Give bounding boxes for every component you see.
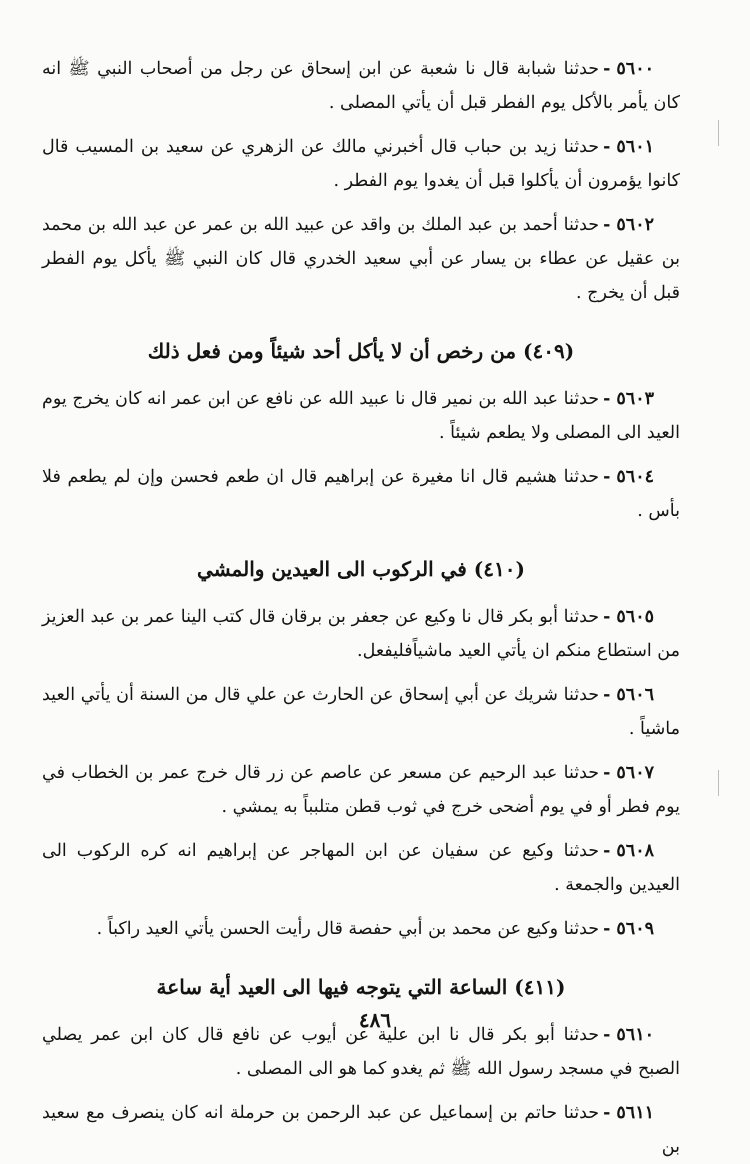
hadith-text: حدثنا أبو بكر قال نا ابن علية عن أيوب عن نافع قال كان ابن عمر يصلي الصبح في مسجد رسول الله ﷺ ثم يغدو كما هو الى المصلى . xyxy=(42,1025,680,1079)
hadith-number: ٥٦٠١ xyxy=(616,137,654,157)
hadith-entry: ٥٦٠٧-حدثنا عبد الرحيم عن مسعر عن عاصم عن زر قال خرج عمر بن الخطاب في يوم فطر أو في يوم أضحى خرج في ثوب قطن متلبباً به يمشي . xyxy=(42,763,680,817)
hadith-number: ٥٦٠٨ xyxy=(616,841,654,861)
hadith-entry: ٥٦٠٠-حدثنا شبابة قال نا شعبة عن ابن إسحاق عن رجل من أصحاب النبي ﷺ انه كان يأمر بالأكل يوم الفطر قبل أن يأتي المصلى . xyxy=(42,59,680,113)
chapter-heading-411: (٤١١) الساعة التي يتوجه فيها الى العيد أية ساعة xyxy=(156,975,566,999)
hadith-number: ٥٦٠٢ xyxy=(616,215,654,235)
chapter-heading-409: (٤٠٩) من رخص أن لا يأكل أحد شيئاً ومن فعل ذلك xyxy=(147,339,575,363)
hadith-text: حدثنا زيد بن حباب قال أخبرني مالك عن الزهري عن سعيد بن المسيب قال كانوا يؤمرون أن يأكلوا قبل أن يغدوا يوم الفطر . xyxy=(42,137,680,191)
hadith-entry: ٥٦٠٣-حدثنا عبد الله بن نمير قال نا عبيد الله عن نافع عن ابن عمر انه كان يخرج يوم العيد الى المصلى ولا يطعم شيئاً . xyxy=(42,389,680,443)
section-entries-c xyxy=(42,600,680,946)
hadith-number: ٥٦٠٠ xyxy=(616,59,654,79)
hadith-number: ٥٦٠٤ xyxy=(616,467,654,487)
page-number: ٤٨٦ xyxy=(358,1008,392,1032)
hadith-text: حدثنا وكيع عن سفيان عن ابن المهاجر عن إبراهيم انه كره الركوب الى العيدين والجمعة . xyxy=(42,841,680,895)
hadith-entry: ٥٦٠٥-حدثنا أبو بكر قال نا وكيع عن جعفر بن برقان قال كتب الينا عمر بن عبد العزيز من استطاع منكم ان يأتي العيد ماشياًفليفعل. xyxy=(42,607,680,661)
hadith-number: ٥٦٠٧ xyxy=(616,763,654,783)
hadith-entry: ٥٦٠٢-حدثنا أحمد بن عبد الملك بن واقد عن عبيد الله بن عمر عن عبد الله بن محمد بن عقيل عن عطاء بن يسار عن أبي سعيد الخدري قال كان النبي ﷺ يأكل يوم الفطر قبل أن يخرج . xyxy=(42,215,680,303)
hadith-entry: ٥٦٠٤-حدثنا هشيم قال انا مغيرة عن إبراهيم قال ان طعم فحسن وإن لم يطعم فلا بأس . xyxy=(42,467,680,521)
hadith-text: حدثنا شريك عن أبي إسحاق عن الحارث عن علي قال من السنة أن يأتي العيد ماشياً . xyxy=(42,685,680,739)
margin-mark xyxy=(718,120,719,146)
section-entries-b xyxy=(42,382,680,528)
hadith-entry: ٥٦١١-حدثنا حاتم بن إسماعيل عن عبد الرحمن بن حرملة انه كان ينصرف مع سعيد بن xyxy=(42,1103,680,1157)
hadith-text: حدثنا شبابة قال نا شعبة عن ابن إسحاق عن رجل من أصحاب النبي ﷺ انه كان يأمر بالأكل يوم الفطر قبل أن يأتي المصلى . xyxy=(42,59,680,113)
hadith-entry: ٥٦٠٦-حدثنا شريك عن أبي إسحاق عن الحارث عن علي قال من السنة أن يأتي العيد ماشياً . xyxy=(42,685,680,739)
hadith-text: حدثنا عبد الله بن نمير قال نا عبيد الله عن نافع عن ابن عمر انه كان يخرج يوم العيد الى المصلى ولا يطعم شيئاً . xyxy=(42,389,680,443)
hadith-text: حدثنا وكيع عن محمد بن أبي حفصة قال رأيت الحسن يأتي العيد راكباً . xyxy=(96,919,600,939)
hadith-text: حدثنا عبد الرحيم عن مسعر عن عاصم عن زر قال خرج عمر بن الخطاب في يوم فطر أو في يوم أضحى خرج في ثوب قطن متلبباً به يمشي . xyxy=(42,763,680,817)
hadith-entry: ٥٦١٠-حدثنا أبو بكر قال نا ابن علية عن أيوب عن نافع قال كان ابن عمر يصلي الصبح في مسجد رسول الله ﷺ ثم يغدو كما هو الى المصلى . xyxy=(42,1025,680,1079)
chapter-heading-410: (٤١٠) في الركوب الى العيدين والمشي xyxy=(197,557,525,581)
hadith-number: ٥٦٠٥ xyxy=(616,607,654,627)
hadith-text: حدثنا حاتم بن إسماعيل عن عبد الرحمن بن حرملة انه كان ينصرف مع سعيد بن xyxy=(42,1103,680,1157)
hadith-number: ٥٦١١ xyxy=(616,1103,654,1123)
hadith-text: حدثنا أحمد بن عبد الملك بن واقد عن عبيد الله بن عمر عن عبد الله بن محمد بن عقيل عن عطاء بن يسار عن أبي سعيد الخدري قال كان النبي ﷺ يأكل يوم الفطر قبل أن يخرج . xyxy=(42,215,680,303)
hadith-number: ٥٦٠٦ xyxy=(616,685,654,705)
hadith-entry: ٥٦٠١-حدثنا زيد بن حباب قال أخبرني مالك عن الزهري عن سعيد بن المسيب قال كانوا يؤمرون أن يأكلوا قبل أن يغدوا يوم الفطر . xyxy=(42,137,680,191)
section-entries-a xyxy=(42,52,680,310)
section-entries-d xyxy=(42,1018,680,1164)
hadith-number: ٥٦١٠ xyxy=(616,1025,654,1045)
hadith-entry: ٥٦٠٩-حدثنا وكيع عن محمد بن أبي حفصة قال رأيت الحسن يأتي العيد راكباً . xyxy=(96,919,654,939)
hadith-entry: ٥٦٠٨-حدثنا وكيع عن سفيان عن ابن المهاجر عن إبراهيم انه كره الركوب الى العيدين والجمعة . xyxy=(42,841,680,895)
hadith-number: ٥٦٠٣ xyxy=(616,389,654,409)
hadith-text: حدثنا أبو بكر قال نا وكيع عن جعفر بن برقان قال كتب الينا عمر بن عبد العزيز من استطاع منكم ان يأتي العيد ماشياًفليفعل. xyxy=(42,607,680,661)
hadith-number: ٥٦٠٩ xyxy=(616,919,654,939)
hadith-text: حدثنا هشيم قال انا مغيرة عن إبراهيم قال ان طعم فحسن وإن لم يطعم فلا بأس . xyxy=(42,467,680,521)
margin-mark xyxy=(718,770,719,796)
